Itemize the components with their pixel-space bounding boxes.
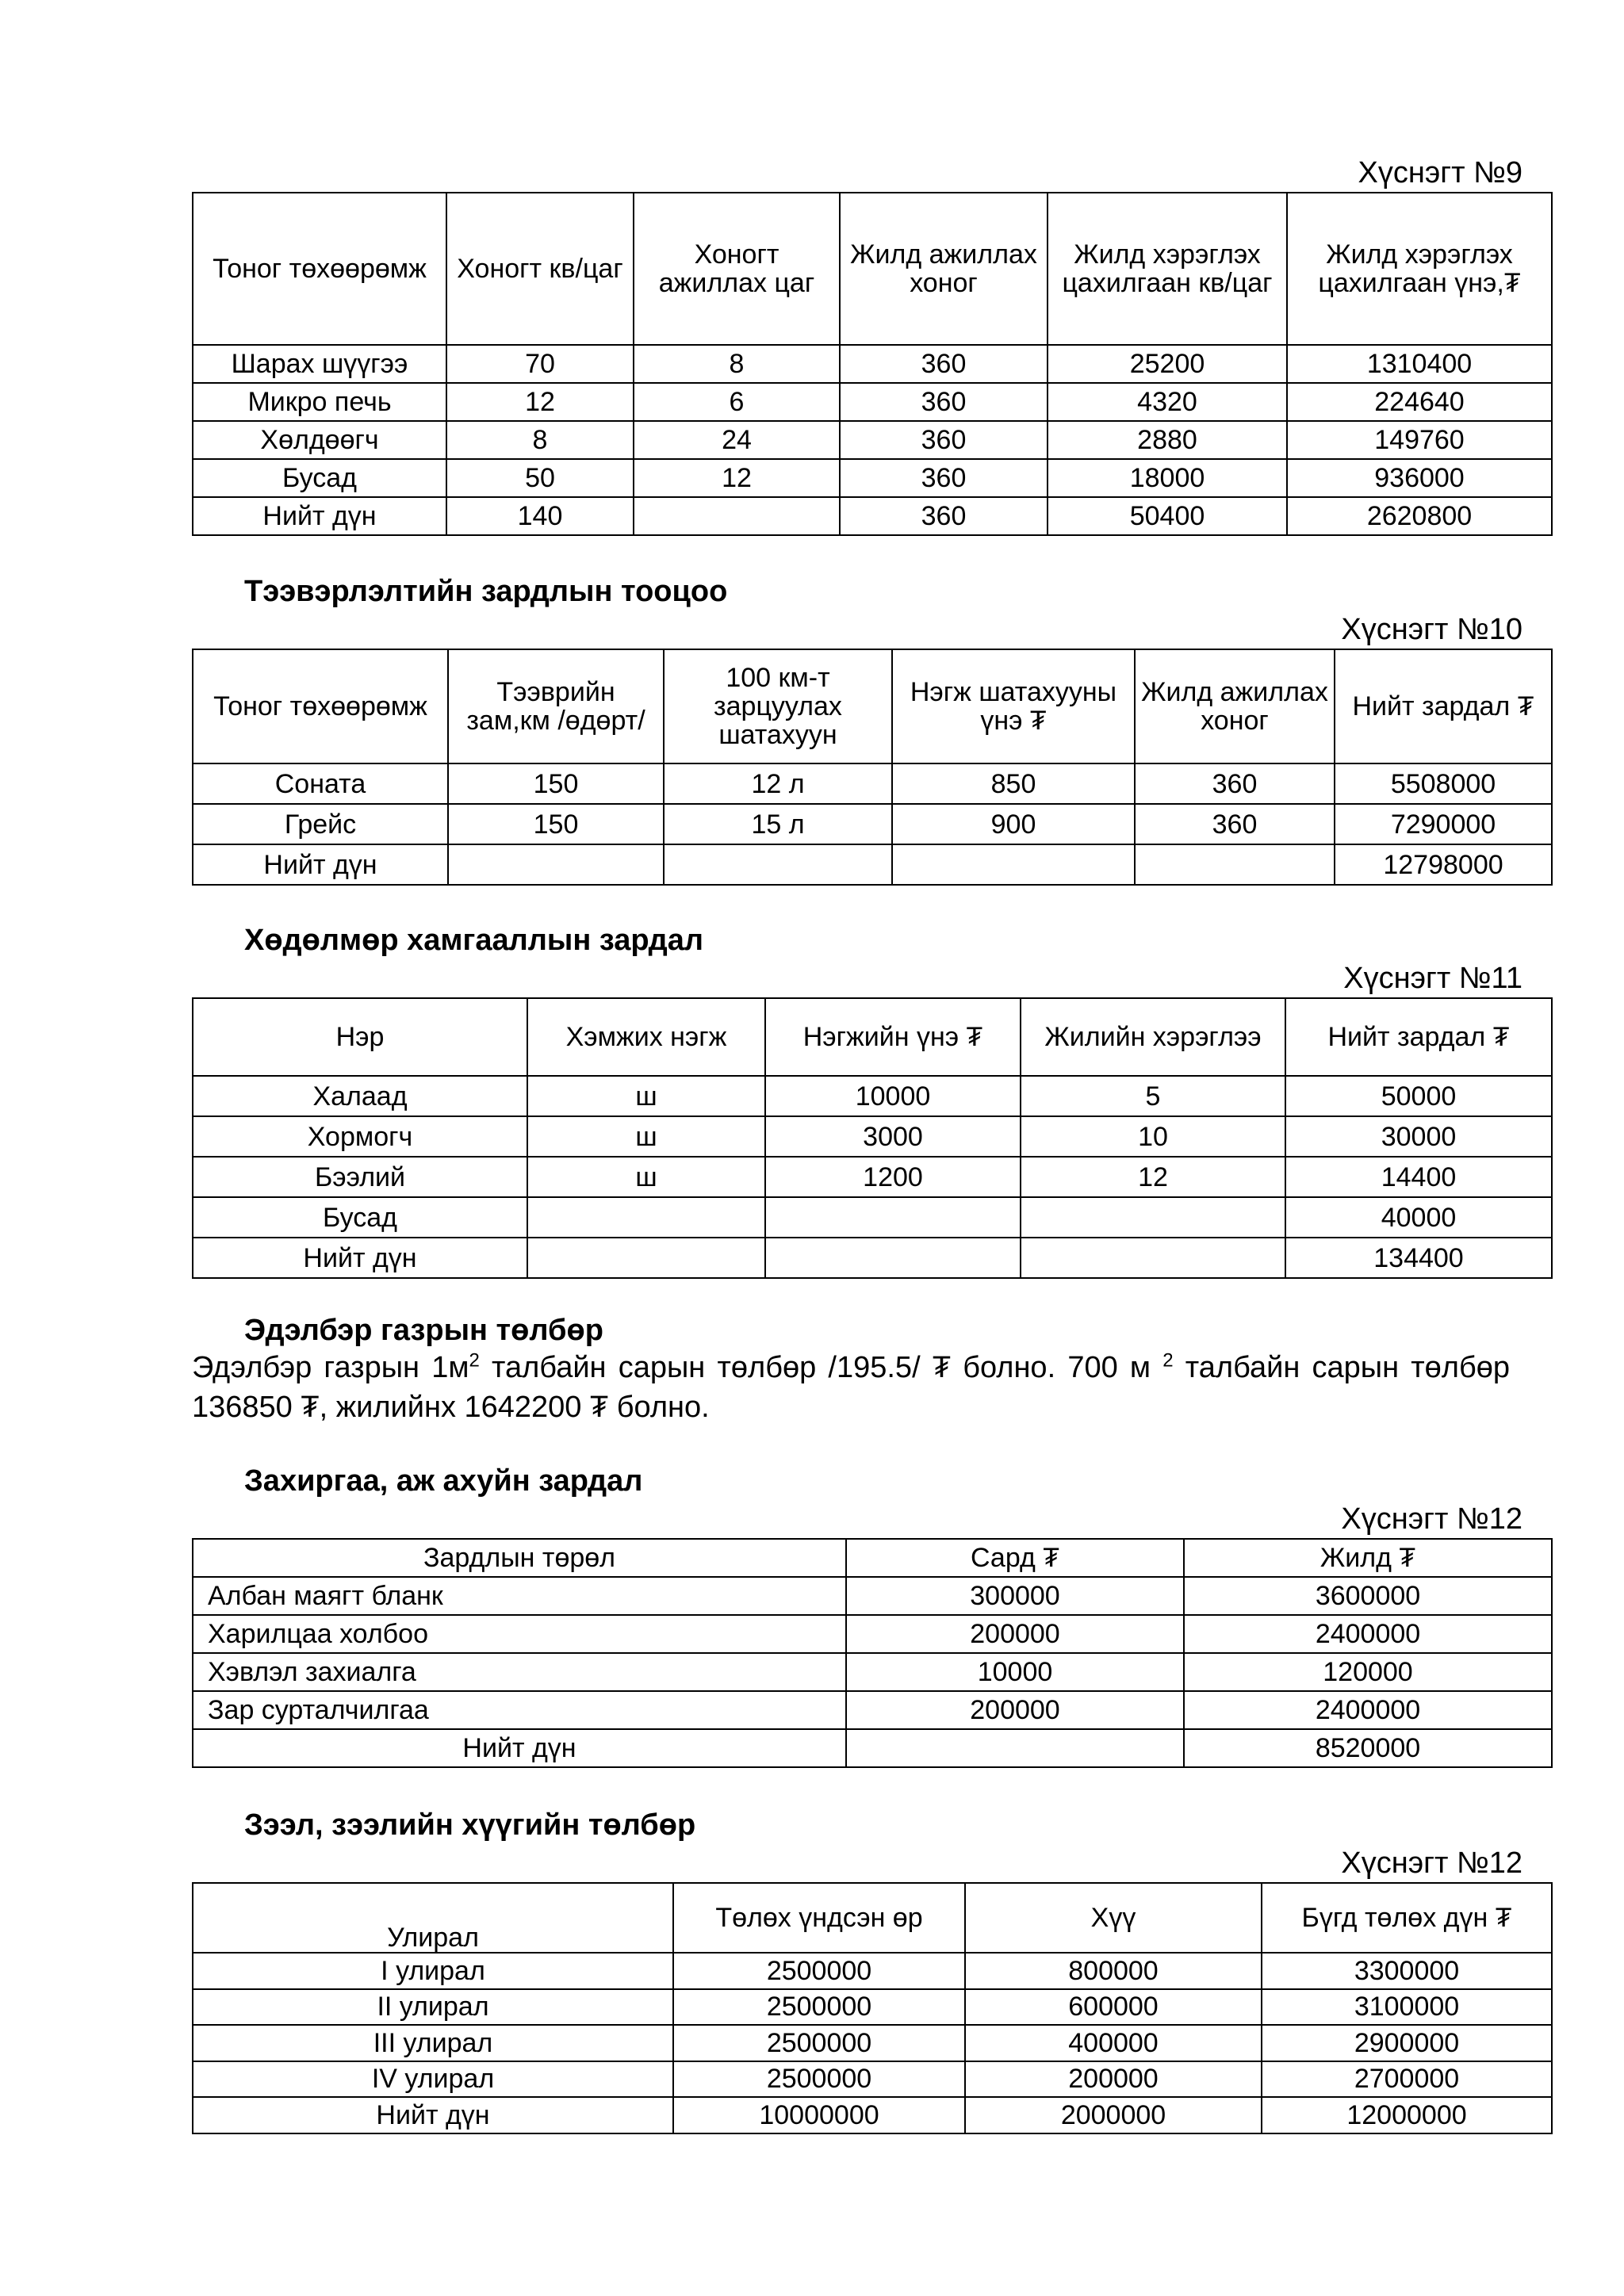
table-row xyxy=(193,2097,1552,2133)
table-cell: 1200 xyxy=(765,1157,1021,1197)
table-cell xyxy=(765,1238,1021,1278)
table-cell: ш xyxy=(527,1157,765,1197)
table-cell xyxy=(664,844,892,885)
table-cell: Шарах шүүгээ xyxy=(193,345,446,383)
table-cell: 3100000 xyxy=(1262,1989,1552,2026)
table-cell xyxy=(527,1197,765,1238)
column-header: Нийт зардал ₮ xyxy=(1285,998,1552,1076)
table-caption: Хүснэгт №12 xyxy=(1341,1502,1522,1536)
column-header: Жилд ажиллах хоног xyxy=(840,193,1048,345)
table-cell: 2700000 xyxy=(1262,2061,1552,2098)
table-cell xyxy=(846,1729,1184,1767)
table-cell xyxy=(527,1238,765,1278)
table-cell: Нийт дүн xyxy=(193,497,446,535)
table-cell: 200000 xyxy=(965,2061,1262,2098)
table-cell: Бээлий xyxy=(193,1157,527,1197)
table-cell xyxy=(1021,1197,1285,1238)
table-cell: 7290000 xyxy=(1335,804,1552,844)
table-cell: 3600000 xyxy=(1184,1577,1552,1615)
table-cell: 24 xyxy=(634,421,840,459)
section-heading: Захиргаа, аж ахуйн зардал xyxy=(244,1464,643,1498)
table-header-row xyxy=(193,193,1552,345)
table-cell: 150 xyxy=(448,804,664,844)
table-row xyxy=(193,1653,1552,1691)
table-cell: Грейс xyxy=(193,804,448,844)
table-cell: 10000 xyxy=(765,1076,1021,1116)
table-cell: 360 xyxy=(840,345,1048,383)
table-cell: Нийт дүн xyxy=(193,844,448,885)
table-row xyxy=(193,844,1552,885)
column-header: Хүү xyxy=(965,1883,1262,1953)
table-caption: Хүснэгт №9 xyxy=(1358,156,1522,189)
column-header: Нэгж шатахууны үнэ ₮ xyxy=(892,649,1135,763)
column-header: Хоногт кв/цаг xyxy=(446,193,634,345)
table-cell: 800000 xyxy=(965,1953,1262,1989)
table-cell: 2880 xyxy=(1048,421,1287,459)
table-cell: 1310400 xyxy=(1287,345,1552,383)
labor-safety-cost-table xyxy=(192,997,1553,1279)
table-cell: ш xyxy=(527,1076,765,1116)
table-cell: 12 xyxy=(634,459,840,497)
table-caption: Хүснэгт №12 xyxy=(1341,1846,1522,1880)
table-cell: 2500000 xyxy=(673,1989,965,2026)
table-cell: 50400 xyxy=(1048,497,1287,535)
table-cell: 8520000 xyxy=(1184,1729,1552,1767)
table-cell: 12000000 xyxy=(1262,2097,1552,2133)
section-heading: Тээвэрлэлтийн зардлын тооцоо xyxy=(244,575,728,608)
table-cell: 936000 xyxy=(1287,459,1552,497)
table-cell: 2900000 xyxy=(1262,2025,1552,2061)
table-header-row xyxy=(193,1539,1552,1577)
loan-payment-table xyxy=(192,1882,1553,2134)
table-cell: 8 xyxy=(634,345,840,383)
table-cell: 300000 xyxy=(846,1577,1184,1615)
table-cell: Харилцаа холбоо xyxy=(193,1615,846,1653)
table-caption: Хүснэгт №10 xyxy=(1341,613,1522,646)
column-header: Тээврийн зам,км /өдөрт/ xyxy=(448,649,664,763)
table-row xyxy=(193,1953,1552,1989)
table-cell xyxy=(1021,1238,1285,1278)
table-cell: 10000 xyxy=(846,1653,1184,1691)
column-header: Улирал xyxy=(193,1883,673,1953)
table-row xyxy=(193,1116,1552,1157)
table-row xyxy=(193,2061,1552,2098)
table-cell: Хөлдөөгч xyxy=(193,421,446,459)
column-header: Нийт зардал ₮ xyxy=(1335,649,1552,763)
table-cell: 4320 xyxy=(1048,383,1287,421)
column-header: Хэмжих нэгж xyxy=(527,998,765,1076)
table-cell: 149760 xyxy=(1287,421,1552,459)
table-row xyxy=(193,804,1552,844)
table-cell: Хормогч xyxy=(193,1116,527,1157)
table-cell: 360 xyxy=(840,459,1048,497)
table-cell: 6 xyxy=(634,383,840,421)
table-cell: 150 xyxy=(448,763,664,804)
table-cell: Хэвлэл захиалга xyxy=(193,1653,846,1691)
superscript: 2 xyxy=(1162,1349,1174,1372)
table-cell: 200000 xyxy=(846,1691,1184,1729)
column-header: Жилд хэрэглэх цахилгаан үнэ,₮ xyxy=(1287,193,1552,345)
table-cell: III улирал xyxy=(193,2025,673,2061)
table-row xyxy=(193,383,1552,421)
table-cell xyxy=(1135,844,1335,885)
administrative-cost-table xyxy=(192,1538,1553,1768)
table-cell: 2400000 xyxy=(1184,1615,1552,1653)
table-row xyxy=(193,1691,1552,1729)
table-cell: 360 xyxy=(840,383,1048,421)
table-row xyxy=(193,1577,1552,1615)
table-cell: 40000 xyxy=(1285,1197,1552,1238)
land-payment-paragraph xyxy=(192,1348,1510,1427)
table-cell: Бусад xyxy=(193,459,446,497)
section-heading: Хөдөлмөр хамгааллын зардал xyxy=(244,924,704,957)
table-cell: 900 xyxy=(892,804,1135,844)
table-cell: Нийт дүн xyxy=(193,2097,673,2133)
section-heading: Эдэлбэр газрын төлбөр xyxy=(244,1314,603,1347)
table-cell: 12798000 xyxy=(1335,844,1552,885)
table-row xyxy=(193,421,1552,459)
table-cell: 8 xyxy=(446,421,634,459)
table-cell: 600000 xyxy=(965,1989,1262,2026)
table-cell: 200000 xyxy=(846,1615,1184,1653)
table-cell: Бусад xyxy=(193,1197,527,1238)
table-header-row xyxy=(193,998,1552,1076)
table-cell: 10000000 xyxy=(673,2097,965,2133)
column-header: Нэгжийн үнэ ₮ xyxy=(765,998,1021,1076)
paragraph-text: талбайн сарын төлбөр 136850 ₮, жилийнх 1642200 ₮ болно. xyxy=(192,1351,1510,1424)
table-cell: 360 xyxy=(840,497,1048,535)
table-cell: 50000 xyxy=(1285,1076,1552,1116)
column-header: Зардлын төрөл xyxy=(193,1539,846,1577)
table-cell: 850 xyxy=(892,763,1135,804)
table-cell: 2500000 xyxy=(673,2061,965,2098)
table-cell: 5 xyxy=(1021,1076,1285,1116)
table-row xyxy=(193,345,1552,383)
table-cell: 12 л xyxy=(664,763,892,804)
table-cell: IV улирал xyxy=(193,2061,673,2098)
table-cell: 120000 xyxy=(1184,1653,1552,1691)
table-row xyxy=(193,763,1552,804)
column-header: Жилд ажиллах хоног xyxy=(1135,649,1335,763)
table-cell: 12 xyxy=(1021,1157,1285,1197)
table-row xyxy=(193,497,1552,535)
table-cell: 140 xyxy=(446,497,634,535)
table-cell: 25200 xyxy=(1048,345,1287,383)
table-cell: 50 xyxy=(446,459,634,497)
column-header: Хоногт ажиллах цаг xyxy=(634,193,840,345)
table-cell: Халаад xyxy=(193,1076,527,1116)
table-cell: I улирал xyxy=(193,1953,673,1989)
table-cell: 400000 xyxy=(965,2025,1262,2061)
paragraph-text: талбайн сарын төлбөр /195.5/ ₮ болно. 700 м xyxy=(479,1351,1163,1384)
table-cell xyxy=(765,1197,1021,1238)
table-cell: ш xyxy=(527,1116,765,1157)
equipment-electricity-table xyxy=(192,192,1553,536)
table-cell: 2620800 xyxy=(1287,497,1552,535)
table-cell xyxy=(634,497,840,535)
table-cell: 15 л xyxy=(664,804,892,844)
table-cell: 10 xyxy=(1021,1116,1285,1157)
superscript: 2 xyxy=(469,1349,480,1372)
column-header: Сард ₮ xyxy=(846,1539,1184,1577)
table-cell: 2500000 xyxy=(673,2025,965,2061)
table-cell: 2500000 xyxy=(673,1953,965,1989)
table-cell: 12 xyxy=(446,383,634,421)
column-header: Жилд ₮ xyxy=(1184,1539,1552,1577)
table-row xyxy=(193,2025,1552,2061)
table-cell: Соната xyxy=(193,763,448,804)
table-cell: 18000 xyxy=(1048,459,1287,497)
table-row xyxy=(193,1989,1552,2026)
table-header-row xyxy=(193,1883,1552,1953)
table-cell: 2000000 xyxy=(965,2097,1262,2133)
column-header: Жилд хэрэглэх цахилгаан кв/цаг xyxy=(1048,193,1287,345)
table-cell: Нийт дүн xyxy=(193,1238,527,1278)
column-header: Бүгд төлөх дүн ₮ xyxy=(1262,1883,1552,1953)
table-cell: 3000 xyxy=(765,1116,1021,1157)
table-cell: 224640 xyxy=(1287,383,1552,421)
column-header: 100 км-т зарцуулах шатахуун xyxy=(664,649,892,763)
table-cell: Микро печь xyxy=(193,383,446,421)
column-header: Нэр xyxy=(193,998,527,1076)
table-cell: Албан маягт бланк xyxy=(193,1577,846,1615)
table-row xyxy=(193,1615,1552,1653)
table-cell: 360 xyxy=(1135,804,1335,844)
table-row xyxy=(193,459,1552,497)
table-cell: Нийт дүн xyxy=(193,1729,846,1767)
section-heading: Зээл, зээлийн хүүгийн төлбөр xyxy=(244,1808,696,1842)
table-row xyxy=(193,1076,1552,1116)
table-row xyxy=(193,1197,1552,1238)
table-cell: 360 xyxy=(840,421,1048,459)
table-cell: 14400 xyxy=(1285,1157,1552,1197)
table-cell: 3300000 xyxy=(1262,1953,1552,1989)
column-header: Тоног төхөөрөмж xyxy=(193,193,446,345)
table-row xyxy=(193,1157,1552,1197)
total-row xyxy=(193,1729,1552,1767)
column-header: Жилийн хэрэглээ xyxy=(1021,998,1285,1076)
transport-cost-table xyxy=(192,649,1553,886)
table-cell: II улирал xyxy=(193,1989,673,2026)
table-cell xyxy=(448,844,664,885)
table-cell: Зар сурталчилгаа xyxy=(193,1691,846,1729)
table-row xyxy=(193,1238,1552,1278)
table-cell: 2400000 xyxy=(1184,1691,1552,1729)
table-header-row xyxy=(193,649,1552,763)
column-header: Төлөх үндсэн өр xyxy=(673,1883,965,1953)
table-cell: 134400 xyxy=(1285,1238,1552,1278)
table-cell: 70 xyxy=(446,345,634,383)
table-caption: Хүснэгт №11 xyxy=(1343,962,1522,995)
table-cell: 30000 xyxy=(1285,1116,1552,1157)
column-header: Тоног төхөөрөмж xyxy=(193,649,448,763)
table-cell xyxy=(892,844,1135,885)
table-cell: 5508000 xyxy=(1335,763,1552,804)
table-cell: 360 xyxy=(1135,763,1335,804)
paragraph-text: Эдэлбэр газрын 1м xyxy=(192,1351,469,1384)
